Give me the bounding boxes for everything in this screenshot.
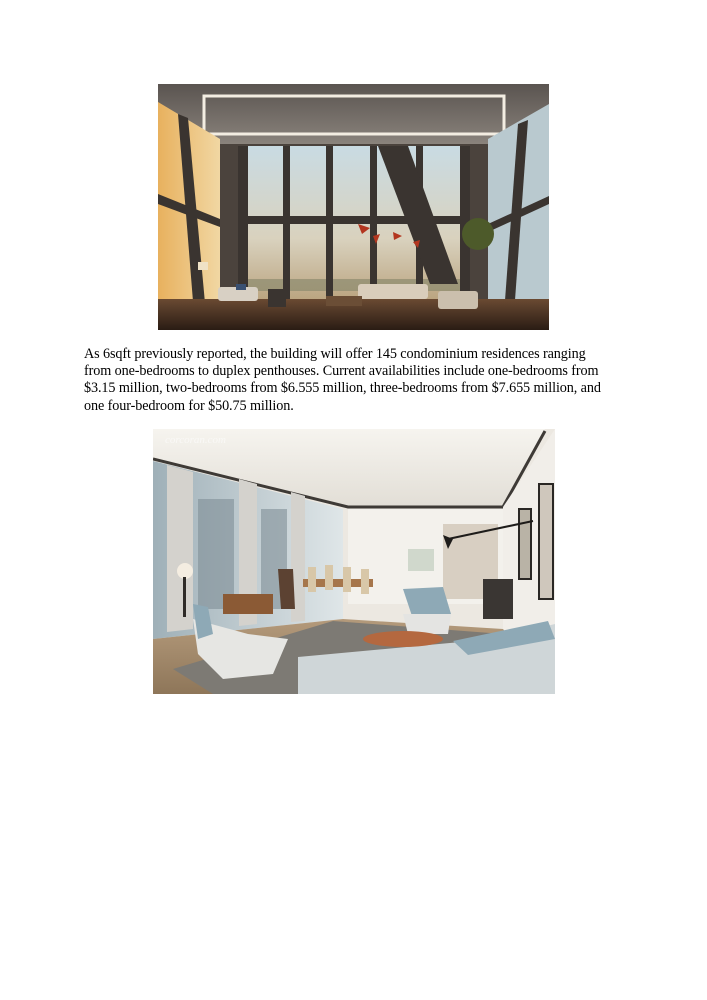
paragraph-line: $3.15 million, two-bedrooms from $6.555 million, three-bedrooms from $7.655 million, and [84, 380, 601, 397]
paragraph-line: As 6sqft previously reported, the building will offer 145 condominium residences ranging [84, 346, 586, 362]
paragraph-line: from one-bedrooms to duplex penthouses. Current availabilities include one-bedrooms from [84, 363, 599, 380]
paragraph-line: one four-bedroom for $50.75 million. [84, 397, 294, 414]
penthouse-living-room-photo [158, 84, 549, 330]
corcoran-watermark: corcoran.com [165, 434, 226, 446]
article-paragraph [84, 346, 624, 415]
condo-living-room-photo [153, 429, 555, 694]
